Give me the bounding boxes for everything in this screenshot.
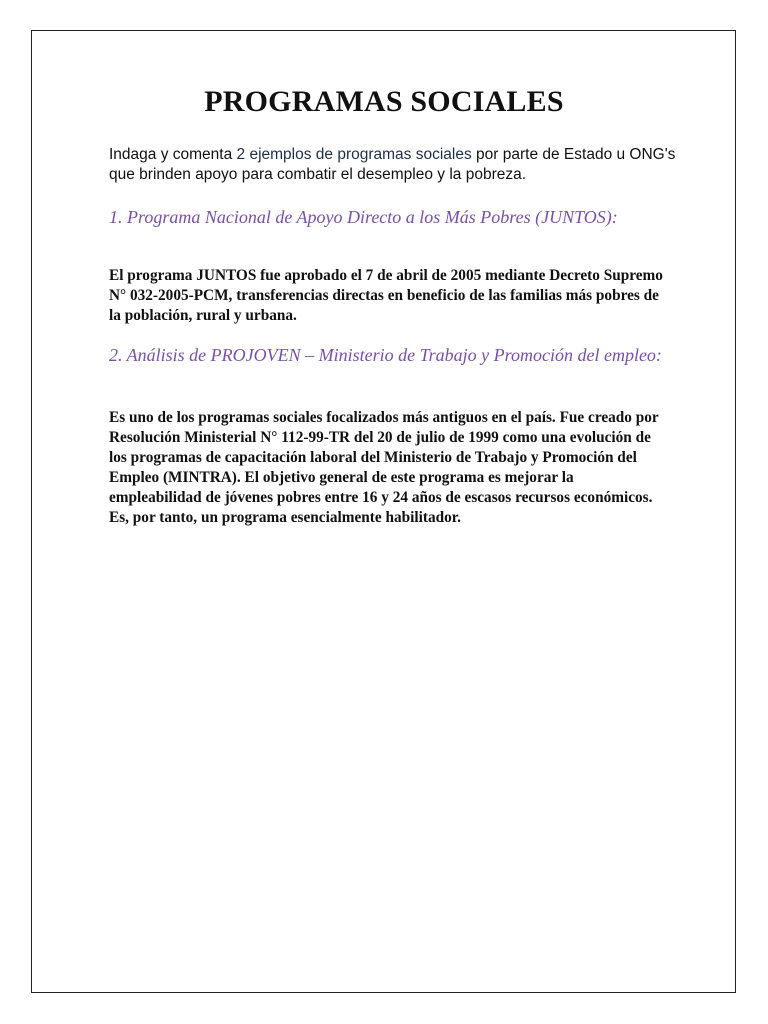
prompt-text-start: Indaga y comenta bbox=[109, 146, 237, 163]
page-title: PROGRAMAS SOCIALES bbox=[204, 85, 564, 118]
section-2-heading: 2. Análisis de PROJOVEN – Ministerio de Trabajo y Promoción del empleo: bbox=[109, 345, 662, 365]
section-1-body: El programa JUNTOS fue aprobado el 7 de abril de 2005 mediante Decreto Supremo N° 032-2005-PCM, transferencias directas en beneficio de las familias más pobres de la población, rural y urbana. bbox=[109, 267, 663, 324]
prompt-text-end: por parte de Estado u ONG's que brinden apoyo para combatir el desempleo y la pobreza. bbox=[109, 146, 676, 183]
section-1-heading: 1. Programa Nacional de Apoyo Directo a los Más Pobres (JUNTOS): bbox=[109, 207, 618, 227]
section-2-body: Es uno de los programas sociales focalizados más antiguos en el país. Fue creado por Resolución Ministerial N° 112-99-TR del 20 de julio de 1999 como una evolución de los programas de capacitación laboral del Ministerio de Trabajo y Promoción del Empleo (MINTRA). El objetivo general de este programa es mejorar la empleabilidad de jóvenes pobres entre 16 y 24 años de escasos recursos económicos. Es, por tanto, un programa esencialmente habilitador. bbox=[109, 409, 659, 526]
prompt-highlight: 2 ejemplos de programas sociales bbox=[236, 146, 472, 163]
assignment-prompt bbox=[109, 145, 689, 185]
